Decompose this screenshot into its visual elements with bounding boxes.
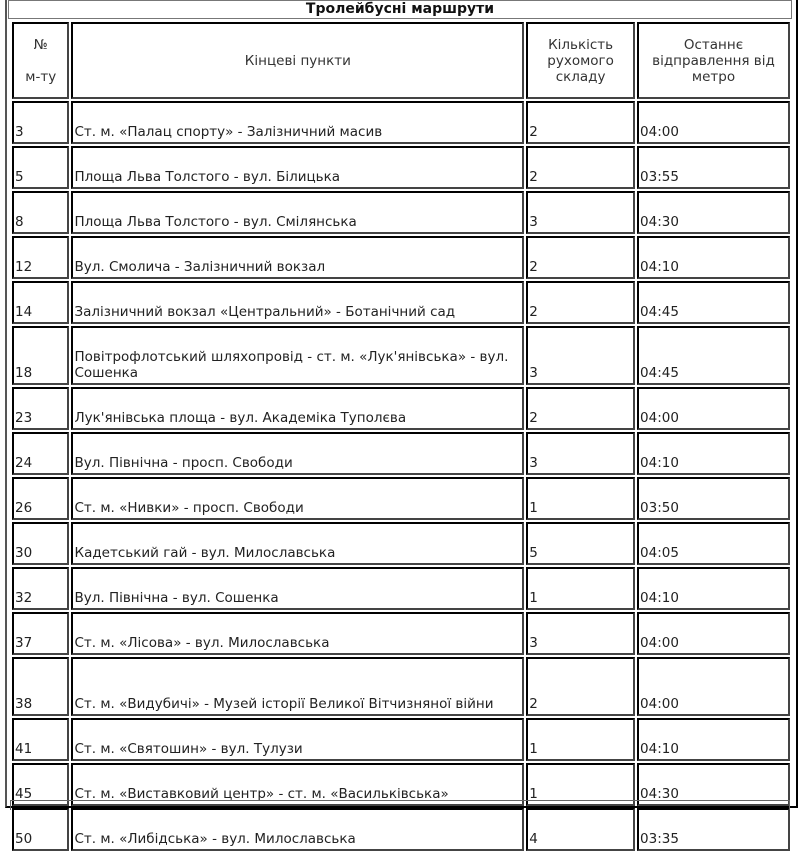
terminals-cell: Ст. м. «Видубичі» - Музей історії Великої Вітчизняної війни (71, 657, 524, 716)
terminals-cell: Ст. м. «Виставковий центр» - ст. м. «Васильківська» (71, 763, 524, 806)
route-number-cell: 8 (12, 191, 69, 234)
last-departure-cell: 04:10 (637, 718, 790, 761)
last-departure-cell: 04:00 (637, 657, 790, 716)
route-number-cell: 37 (12, 612, 69, 655)
terminals-cell: Повітрофлотський шляхопровід - ст. м. «Лук'янівська» - вул. Сошенка (71, 326, 524, 385)
rolling-stock-cell: 3 (526, 191, 635, 234)
route-number-cell: 5 (12, 146, 69, 189)
last-departure-cell: 04:30 (637, 191, 790, 234)
rolling-stock-cell: 1 (526, 718, 635, 761)
last-departure-cell: 04:10 (637, 236, 790, 279)
rolling-stock-cell: 3 (526, 612, 635, 655)
last-departure-cell: 04:05 (637, 522, 790, 565)
header-route-number-symbol: № (33, 36, 48, 53)
header-terminals: Кінцеві пункти (71, 22, 524, 99)
last-departure-cell: 03:35 (637, 808, 790, 851)
terminals-cell: Залізничний вокзал «Центральний» - Ботанічний сад (71, 281, 524, 324)
last-departure-cell: 03:50 (637, 477, 790, 520)
last-departure-cell: 03:55 (637, 146, 790, 189)
route-number-cell: 38 (12, 657, 69, 716)
terminals-cell: Ст. м. «Нивки» - просп. Свободи (71, 477, 524, 520)
table-row (12, 612, 790, 655)
header-route-number-abbr: м-ту (25, 68, 57, 85)
terminals-cell: Ст. м. «Палац спорту» - Залізничний масив (71, 101, 524, 144)
terminals-cell: Лук'янівська площа - вул. Академіка Туполєва (71, 387, 524, 430)
route-number-cell: 23 (12, 387, 69, 430)
rolling-stock-cell: 2 (526, 146, 635, 189)
rolling-stock-cell: 1 (526, 477, 635, 520)
last-departure-cell: 04:00 (637, 101, 790, 144)
last-departure-cell: 04:10 (637, 567, 790, 610)
header-row (12, 22, 790, 99)
table-row (12, 718, 790, 761)
terminals-cell: Ст. м. «Святошин» - вул. Тулузи (71, 718, 524, 761)
route-number-cell: 45 (12, 763, 69, 806)
table-row (12, 477, 790, 520)
route-number-cell: 26 (12, 477, 69, 520)
header-route-number (12, 22, 69, 99)
route-number-cell: 24 (12, 432, 69, 475)
table-row (12, 326, 790, 385)
last-departure-cell: 04:45 (637, 281, 790, 324)
route-number-cell: 30 (12, 522, 69, 565)
rolling-stock-cell: 1 (526, 567, 635, 610)
route-number-cell: 14 (12, 281, 69, 324)
rolling-stock-cell: 3 (526, 432, 635, 475)
rolling-stock-cell: 2 (526, 281, 635, 324)
terminals-cell: Вул. Північна - вул. Сошенка (71, 567, 524, 610)
table-row (12, 236, 790, 279)
rolling-stock-cell: 3 (526, 326, 635, 385)
rolling-stock-cell: 2 (526, 387, 635, 430)
route-number-cell: 12 (12, 236, 69, 279)
table-row (12, 657, 790, 716)
table-title: Тролейбусні маршрути (8, 0, 792, 19)
last-departure-cell: 04:45 (637, 326, 790, 385)
rolling-stock-cell: 5 (526, 522, 635, 565)
rolling-stock-cell: 2 (526, 101, 635, 144)
rolling-stock-cell: 4 (526, 808, 635, 851)
table-row (12, 567, 790, 610)
rolling-stock-cell: 1 (526, 763, 635, 806)
route-number-cell: 50 (12, 808, 69, 851)
last-departure-cell: 04:30 (637, 763, 790, 806)
route-number-cell: 32 (12, 567, 69, 610)
header-rolling-stock: Кількість рухомого складу (526, 22, 635, 99)
terminals-cell: Вул. Смолича - Залізничний вокзал (71, 236, 524, 279)
trolleybus-routes-table (10, 20, 792, 853)
table-row (12, 387, 790, 430)
terminals-cell: Ст. м. «Лісова» - вул. Милославська (71, 612, 524, 655)
rolling-stock-cell: 2 (526, 236, 635, 279)
table-row (12, 101, 790, 144)
route-number-cell: 18 (12, 326, 69, 385)
table-row (12, 432, 790, 475)
last-departure-cell: 04:00 (637, 612, 790, 655)
header-last-departure: Останнє відправлення від метро (637, 22, 790, 99)
table-row (12, 146, 790, 189)
table-row (12, 808, 790, 851)
route-number-cell: 41 (12, 718, 69, 761)
terminals-cell: Вул. Північна - просп. Свободи (71, 432, 524, 475)
terminals-cell: Площа Льва Толстого - вул. Смілянська (71, 191, 524, 234)
last-departure-cell: 04:10 (637, 432, 790, 475)
terminals-cell: Площа Льва Толстого - вул. Білицька (71, 146, 524, 189)
table-row (12, 281, 790, 324)
table-row (12, 522, 790, 565)
terminals-cell: Ст. м. «Либідська» - вул. Милославська (71, 808, 524, 851)
table-row (12, 191, 790, 234)
terminals-cell: Кадетський гай - вул. Милославська (71, 522, 524, 565)
rolling-stock-cell: 2 (526, 657, 635, 716)
table-footer-row (10, 800, 790, 810)
last-departure-cell: 04:00 (637, 387, 790, 430)
route-number-cell: 3 (12, 101, 69, 144)
